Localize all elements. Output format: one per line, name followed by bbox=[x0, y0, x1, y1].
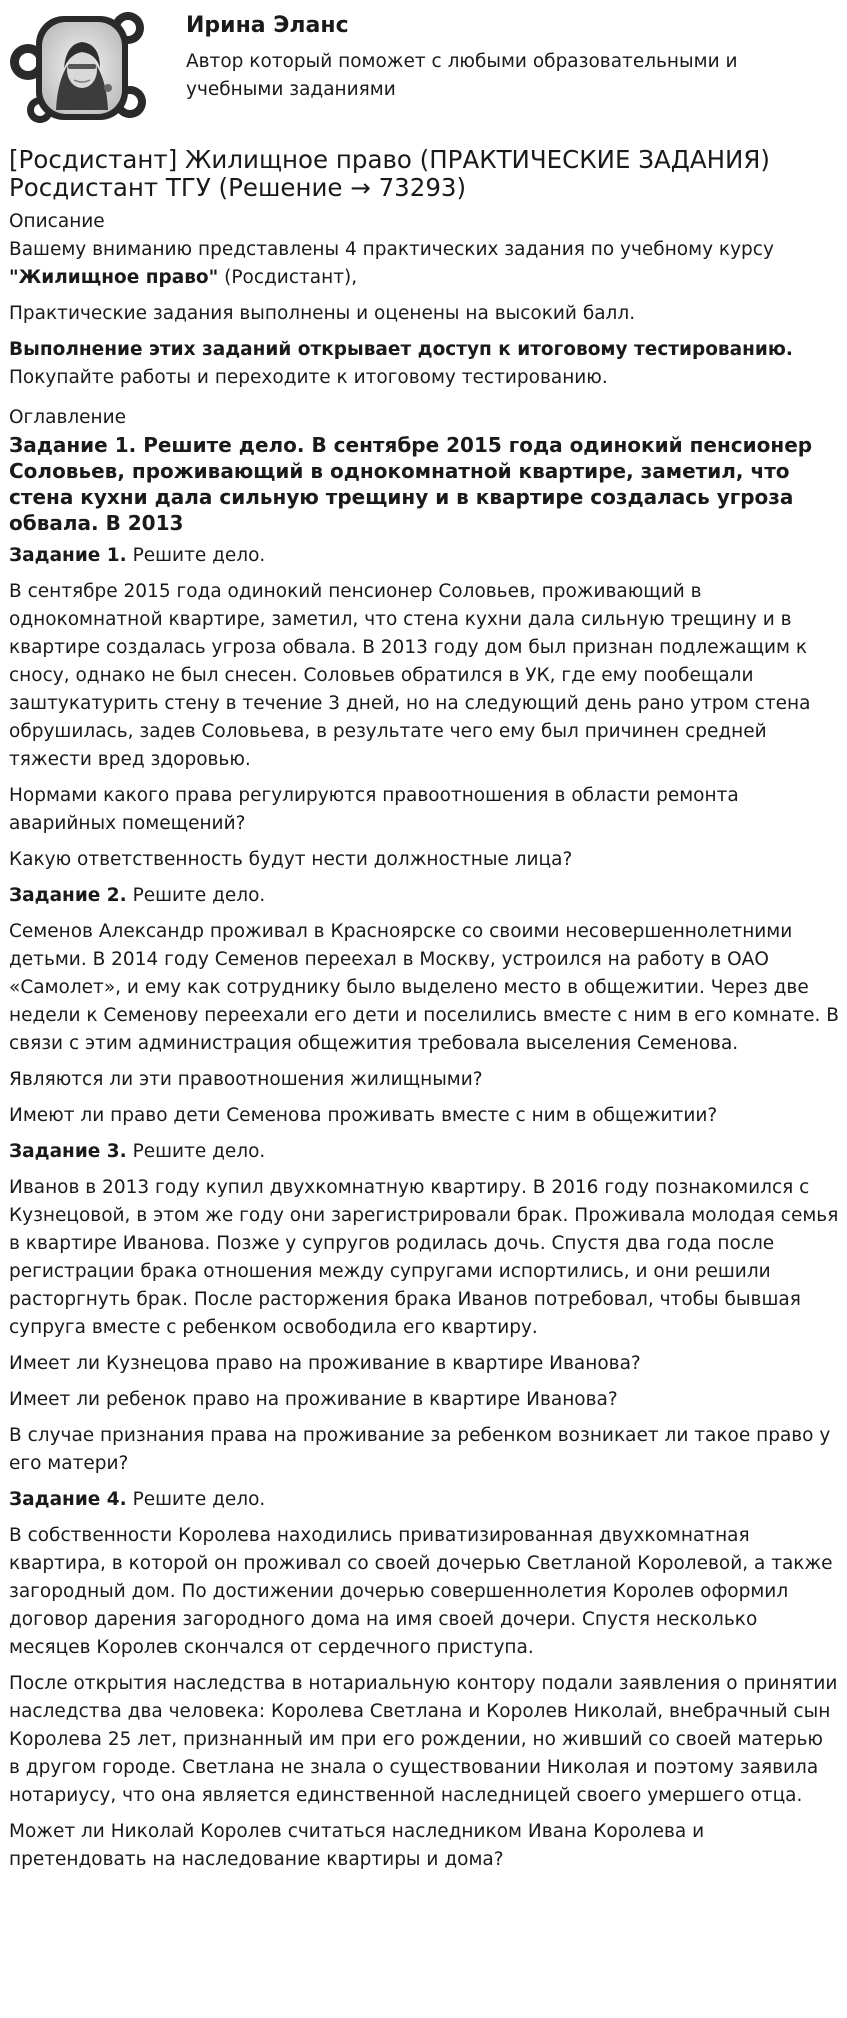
task-lead: Решите дело. bbox=[132, 885, 266, 906]
author-description: Автор который поможет с любыми образовательными и учебными заданиями bbox=[186, 51, 738, 100]
intro-paragraph-3 bbox=[9, 336, 839, 392]
access-note: Выполнение этих заданий открывает доступ к итоговому тестированию. bbox=[9, 339, 793, 360]
author-card bbox=[0, 0, 847, 130]
author-name[interactable]: Ирина Эланс bbox=[186, 13, 349, 38]
description-label: Описание bbox=[9, 211, 105, 232]
toc-label: Оглавление bbox=[9, 407, 127, 428]
intro-paragraph-1 bbox=[9, 236, 839, 292]
task-3-question-1: Имеет ли Кузнецова право на проживание в квартире Иванова? bbox=[9, 1353, 641, 1374]
main-content bbox=[9, 146, 839, 1882]
avatar-image bbox=[8, 6, 152, 126]
task-1-question-2: Какую ответственность будут нести должностные лица? bbox=[9, 849, 573, 870]
intro-text-after: (Росдистант), bbox=[218, 267, 358, 288]
task-label: Задание 4. bbox=[9, 1489, 127, 1510]
task-3-text: Иванов в 2013 году купил двухкомнатную квартиру. В 2016 году познакомился с Кузнецовой, в этом же году они зарегистрировали брак. Проживала молодая семья в квартире Иванова. Позже у супругов родилась дочь. Спустя два года после регистрации брака отношения между супругами испортились, и они решили расторгнуть брак. После расторжения брака Иванов потребовал, чтобы бывшая супруга вместе с ребенком освободила его квартиру. bbox=[9, 1177, 839, 1338]
task-1-question-1: Нормами какого права регулируются правоотношения в области ремонта аварийных помещений? bbox=[9, 785, 739, 834]
course-name: "Жилищное право" bbox=[9, 267, 219, 288]
task-2-header bbox=[9, 882, 839, 910]
task-4-header bbox=[9, 1486, 839, 1514]
author-avatar[interactable] bbox=[8, 6, 152, 126]
task-lead: Решите дело. bbox=[132, 545, 266, 566]
task-2-question-2: Имеют ли право дети Семенова проживать вместе с ним в общежитии? bbox=[9, 1105, 718, 1126]
task-lead: Решите дело. bbox=[132, 1489, 266, 1510]
task-4-text-1: В собственности Королева находились приватизированная двухкомнатная квартира, в которой он проживал со своей дочерью Светланой Королевой, а также загородный дом. По достижении дочерью совершеннолетия Королев оформил договор дарения загородного дома на имя своей дочери. Спустя несколько месяцев Королев скончался от сердечного приступа. bbox=[9, 1525, 833, 1658]
page-title: [Росдистант] Жилищное право (ПРАКТИЧЕСКИЕ ЗАДАНИЯ) Росдистант ТГУ (Решение → 73293) bbox=[9, 145, 770, 202]
intro-text: Вашему вниманию представлены 4 практических задания по учебному курсу bbox=[9, 239, 774, 260]
task-1-text: В сентябре 2015 года одинокий пенсионер Соловьев, проживающий в однокомнатной квартире, заметил, что стена кухни дала сильную трещину и в квартире создалась угроза обвала. В 2013 году дом был признан подлежащим к сносу, однако не был снесен. Соловьев обратился в УК, где ему пообещали заштукатурить стену в течение 3 дней, но на следующий день рано утром стена обрушилась, задев Соловьева, в результате чего ему был причинен средней тяжести вред здоровью. bbox=[9, 581, 811, 770]
task-3-question-2: Имеет ли ребенок право на проживание в квартире Иванова? bbox=[9, 1389, 618, 1410]
task-4-text-2: После открытия наследства в нотариальную контору подали заявления о принятии наследства два человека: Королева Светлана и Королев Николай, внебрачный сын Королева 25 лет, признанный им при его рождении, но живший со своей матерью в другом городе. Светлана не знала о существовании Николая и поэтому заявила нотариусу, что она является единственной наследницей своего умершего отца. bbox=[9, 1673, 838, 1806]
task-1-header bbox=[9, 542, 839, 570]
task-label: Задание 2. bbox=[9, 885, 127, 906]
task-4-question-1: Может ли Николай Королев считаться наследником Ивана Королева и претендовать на наследование квартиры и дома? bbox=[9, 1821, 705, 1870]
task-3-question-3: В случае признания права на проживание за ребенком возникает ли такое право у его матери? bbox=[9, 1425, 831, 1474]
task-lead: Решите дело. bbox=[132, 1141, 266, 1162]
task-label: Задание 1. bbox=[9, 545, 127, 566]
purchase-note: Покупайте работы и переходите к итоговому тестированию. bbox=[9, 367, 608, 388]
task-2-question-1: Являются ли эти правоотношения жилищными? bbox=[9, 1069, 483, 1090]
toc-item-task-1[interactable]: Задание 1. Решите дело. В сентябре 2015 года одинокий пенсионер Соловьев, проживающий в однокомнатной квартире, заметил, что стена кухни дала сильную трещину и в квартире создалась угроза обвала. В 2013 bbox=[9, 433, 813, 535]
task-3-header bbox=[9, 1138, 839, 1166]
task-2-text: Семенов Александр проживал в Красноярске со своими несовершеннолетними детьми. В 2014 году Семенов переехал в Москву, устроился на работу в ОАО «Самолет», и ему как сотруднику было выделено место в общежитии. Через две недели к Семенову переехали его дети и поселились вместе с ним в его комнате. В связи с этим администрация общежития требовала выселения Семенова. bbox=[9, 921, 839, 1054]
task-label: Задание 3. bbox=[9, 1141, 127, 1162]
intro-paragraph-2: Практические задания выполнены и оценены на высокий балл. bbox=[9, 303, 636, 324]
